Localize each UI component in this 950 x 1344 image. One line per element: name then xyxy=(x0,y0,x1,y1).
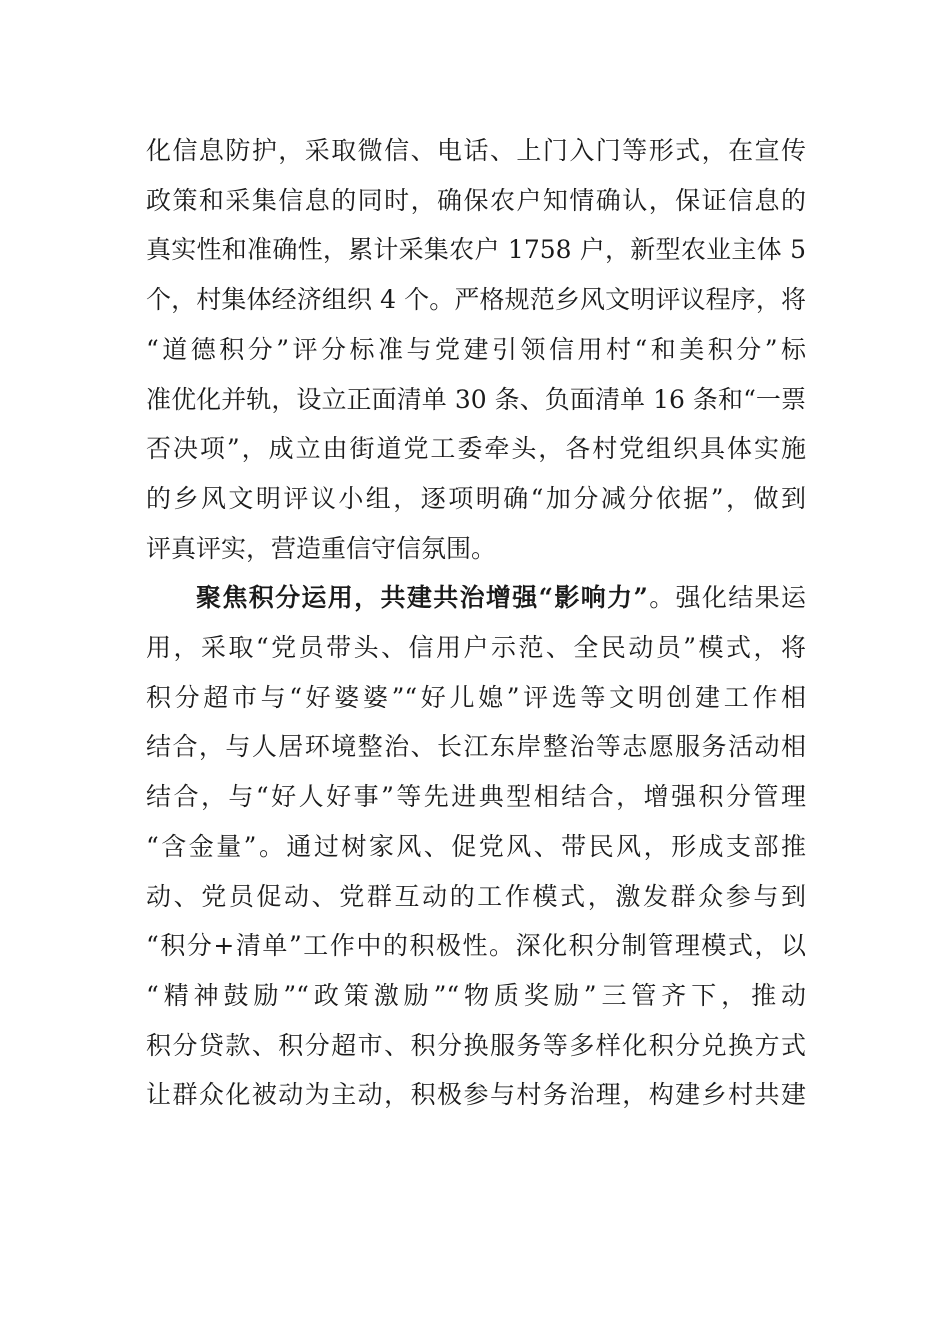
text-line: 结合，与人居环境整治、长江东岸整治等志愿服务活动相 xyxy=(146,732,806,762)
text-line: “含金量”。通过树家风、促党风、带民风，形成支部推 xyxy=(146,831,806,861)
text-line: 化信息防护，采取微信、电话、上门入门等形式，在宣传 xyxy=(146,136,806,165)
text-line: 评真评实，营造重信守信氛围。 xyxy=(146,533,497,563)
text-line: “道德积分”评分标准与党建引领信用村“和美积分”标 xyxy=(146,334,806,364)
text-line: 政策和采集信息的同时，确保农户知情确认，保证信息的 xyxy=(146,185,806,215)
text-line: 积分超市与“好婆婆”“好儿媳”评选等文明创建工作相 xyxy=(146,682,806,712)
text-line: 结合，与“好人好事”等先进典型相结合，增强积分管理 xyxy=(146,782,806,812)
text-line: 准优化并轨，设立正面清单 30 条、负面清单 16 条和“一票 xyxy=(146,384,806,414)
text-line: 真实性和准确性，累计采集农户 1758 户，新型农业主体 5 xyxy=(146,235,806,265)
heading-continuation: 。强化结果运 xyxy=(647,583,806,613)
text-line: “精神鼓励”“政策激励”“物质奖励”三管齐下，推动 xyxy=(146,980,806,1010)
text-line: 让群众化被动为主动，积极参与村务治理，构建乡村共建 xyxy=(146,1080,806,1110)
text-line: 用，采取“党员带头、信用户示范、全民动员”模式，将 xyxy=(146,633,806,662)
text-line: 否决项”，成立由街道党工委牵头，各村党组织具体实施 xyxy=(146,434,806,464)
text-line: “积分+清单”工作中的积极性。深化积分制管理模式，以 xyxy=(146,931,806,961)
text-line: 积分贷款、积分超市、积分换服务等多样化积分兑换方式 xyxy=(146,1030,806,1060)
text-line: 动、党员促动、党群互动的工作模式，激发群众参与到 xyxy=(146,881,806,911)
text-line: 的乡风文明评议小组，逐项明确“加分减分依据”，做到 xyxy=(146,483,806,513)
text-line: 个，村集体经济组织 4 个。严格规范乡风文明评议程序，将 xyxy=(146,285,806,315)
section-heading: 聚焦积分运用，共建共治增强“影响力” xyxy=(196,583,648,613)
paragraph-first-line xyxy=(146,573,806,623)
